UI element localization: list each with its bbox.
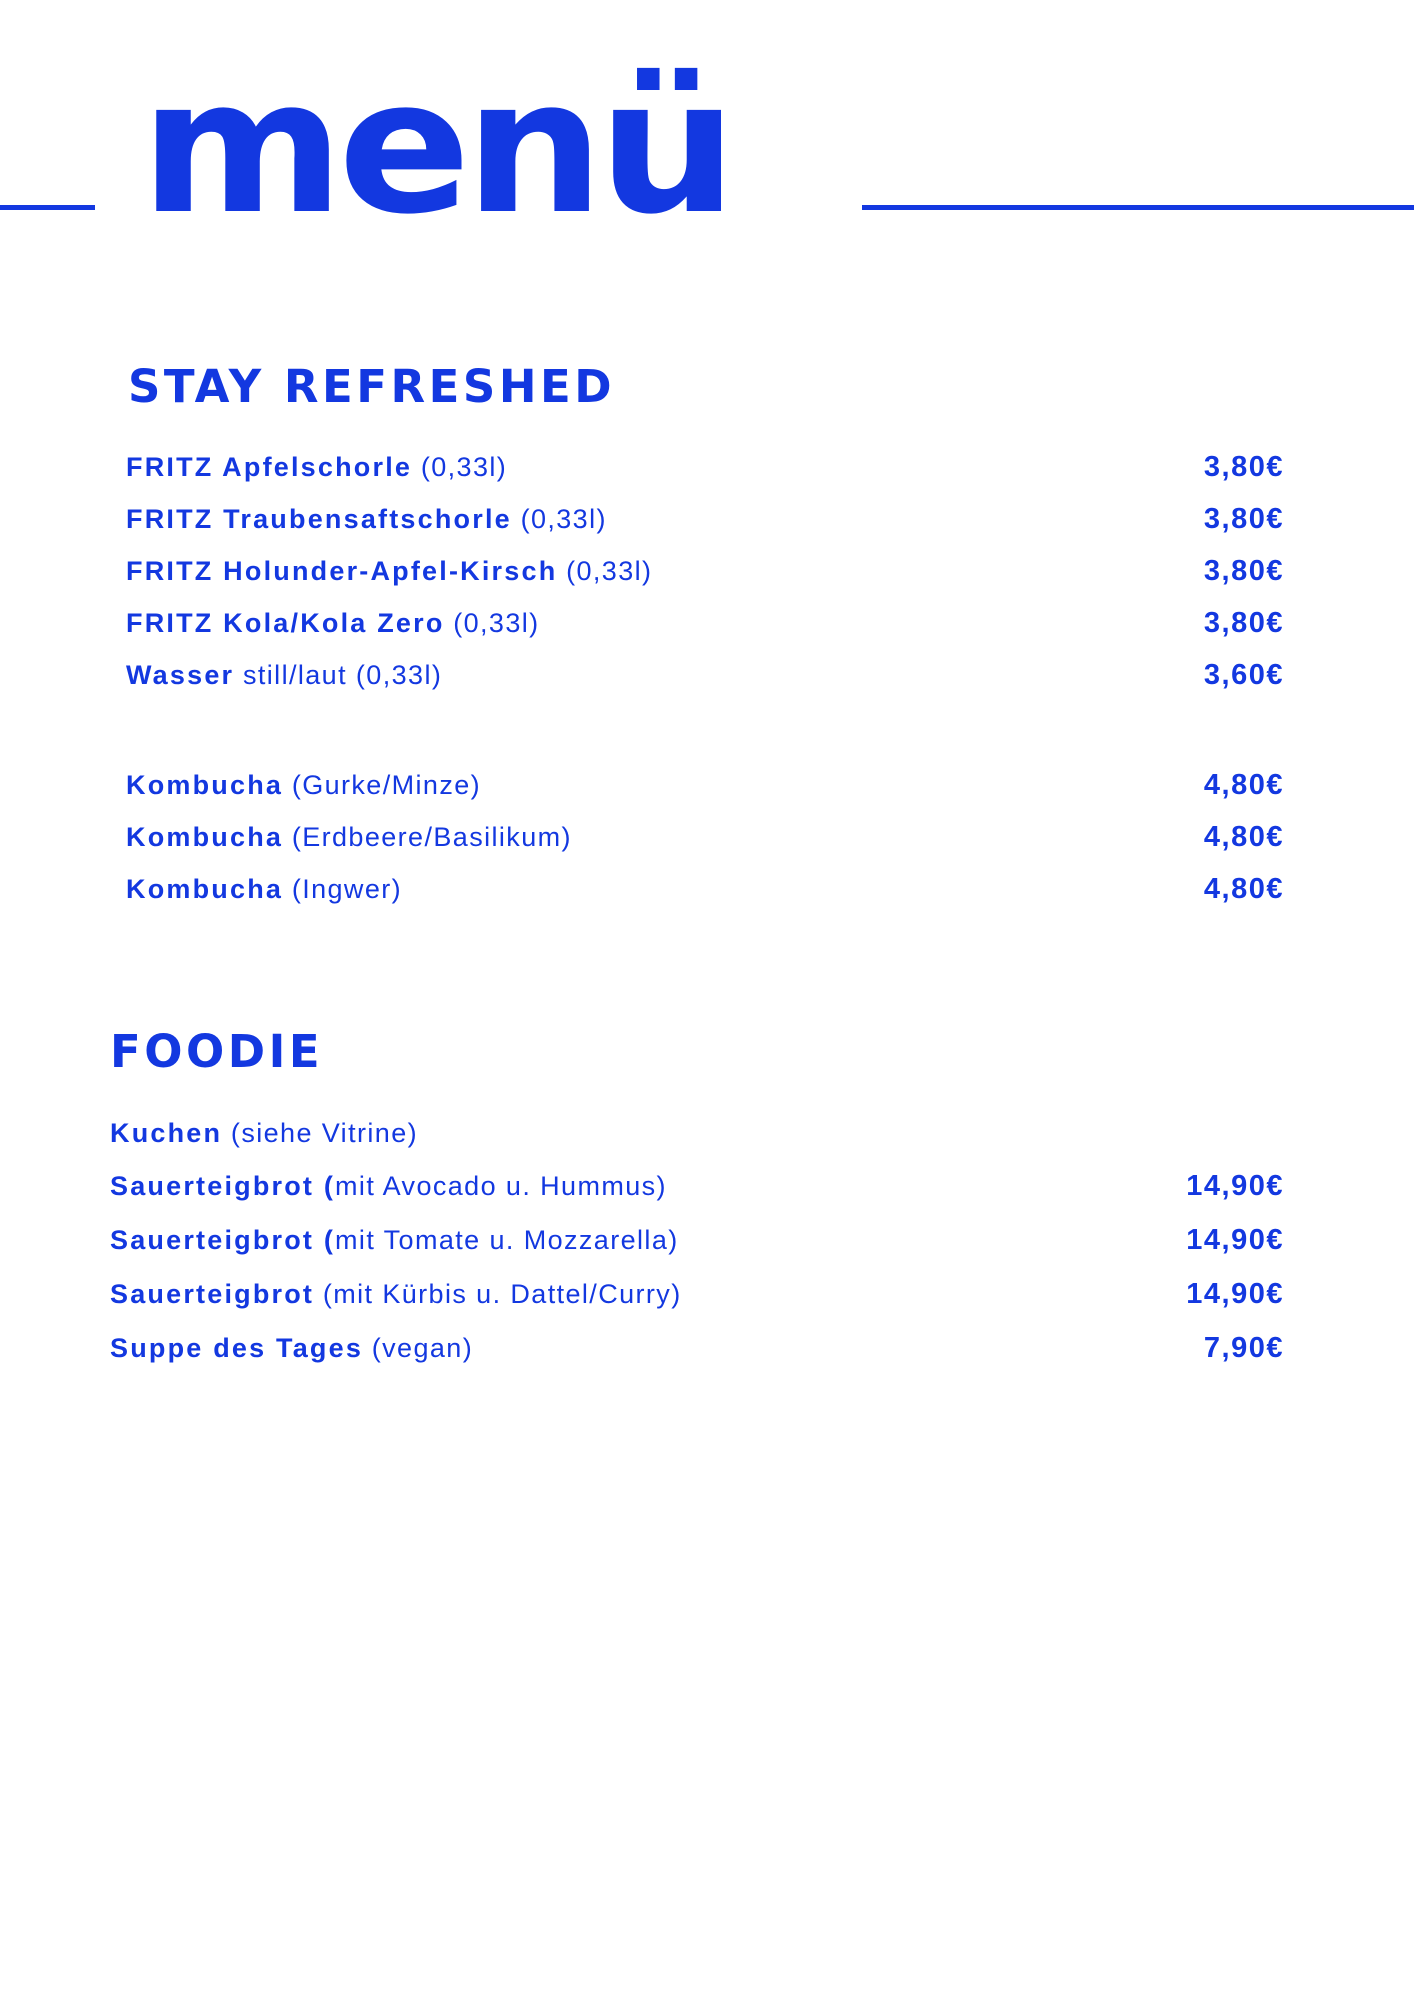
section-foodie [0, 925, 1414, 1365]
item-name-light: (0,33l) [420, 452, 508, 482]
item-price: 4,80€ [1203, 821, 1284, 853]
menu-content [0, 300, 1414, 1365]
list-item [110, 1170, 1284, 1203]
item-name [126, 770, 481, 801]
item-name-strong: Sauerteigbrot ( [110, 1225, 336, 1255]
item-name [126, 822, 572, 853]
item-price: 14,90€ [1186, 1224, 1284, 1256]
item-name-light: mit Tomate u. Mozzarella) [335, 1225, 679, 1255]
item-name-light: (Gurke/Minze) [291, 770, 482, 800]
item-name-strong: Kuchen [110, 1118, 223, 1148]
list-item [110, 1118, 1284, 1149]
item-name-strong: Sauerteigbrot [110, 1279, 315, 1309]
item-name-strong: Suppe des Tages [110, 1333, 364, 1363]
item-price: 3,80€ [1203, 503, 1284, 535]
item-name [110, 1225, 679, 1256]
item-price: 7,90€ [1203, 1332, 1284, 1364]
item-price: 3,60€ [1203, 659, 1284, 691]
item-price: 3,80€ [1203, 555, 1284, 587]
item-name-light: (mit Kürbis u. Dattel/Curry) [322, 1279, 682, 1309]
item-name [126, 452, 507, 483]
menu-header [0, 0, 1414, 300]
item-name-light: (Ingwer) [291, 874, 403, 904]
item-name-strong: FRITZ Kola/Kola Zero [126, 608, 445, 638]
item-name [126, 874, 402, 905]
item-name [126, 608, 540, 639]
item-name-light: (0,33l) [566, 556, 653, 586]
item-name-light: (Erdbeere/Basilikum) [291, 822, 572, 852]
food-items-group-1 [0, 1118, 1414, 1365]
item-price: 4,80€ [1203, 873, 1284, 905]
item-name [110, 1279, 682, 1310]
list-item [110, 1332, 1284, 1365]
group-spacer [126, 711, 1284, 769]
section-title-drinks: STAY REFRESHED [128, 360, 616, 413]
item-name-light: (0,33l) [520, 504, 607, 534]
item-name-strong: FRITZ Traubensaftschorle [126, 504, 512, 534]
item-name-light: (0,33l) [453, 608, 540, 638]
item-name-light: mit Avocado u. Hummus) [335, 1171, 667, 1201]
item-price: 14,90€ [1186, 1278, 1284, 1310]
header-rule-left [0, 205, 95, 210]
item-name-strong: Wasser [126, 660, 235, 690]
list-item [126, 555, 1284, 588]
item-name [126, 556, 652, 587]
item-name [110, 1171, 667, 1202]
list-item [110, 1278, 1284, 1311]
list-item [110, 1224, 1284, 1257]
list-item [126, 821, 1284, 854]
item-name-strong: Kombucha [126, 770, 284, 800]
list-item [126, 451, 1284, 484]
item-price: 3,80€ [1203, 607, 1284, 639]
item-name [126, 504, 607, 535]
item-name-strong: Kombucha [126, 822, 284, 852]
list-item [126, 873, 1284, 906]
item-name [126, 660, 442, 691]
item-name-light: still/laut (0,33l) [242, 660, 443, 690]
item-name [110, 1118, 418, 1149]
list-item [126, 607, 1284, 640]
item-name [110, 1333, 473, 1364]
item-name-strong: FRITZ Apfelschorle [126, 452, 413, 482]
header-rule-right [862, 205, 1414, 210]
item-name-strong: Kombucha [126, 874, 284, 904]
item-name-light: (siehe Vitrine) [230, 1118, 418, 1148]
item-name-strong: Sauerteigbrot ( [110, 1171, 336, 1201]
item-name-strong: FRITZ Holunder-Apfel-Kirsch [126, 556, 558, 586]
item-name-light: (vegan) [371, 1333, 474, 1363]
item-price: 3,80€ [1203, 451, 1284, 483]
list-item [126, 503, 1284, 536]
drink-items-group-1 [0, 451, 1414, 906]
item-price: 14,90€ [1186, 1170, 1284, 1202]
section-stay-refreshed [0, 300, 1414, 906]
item-price: 4,80€ [1203, 769, 1284, 801]
list-item [126, 769, 1284, 802]
section-title-food: FOODIE [110, 1025, 324, 1078]
page-title: menü [140, 39, 732, 255]
list-item [126, 659, 1284, 692]
